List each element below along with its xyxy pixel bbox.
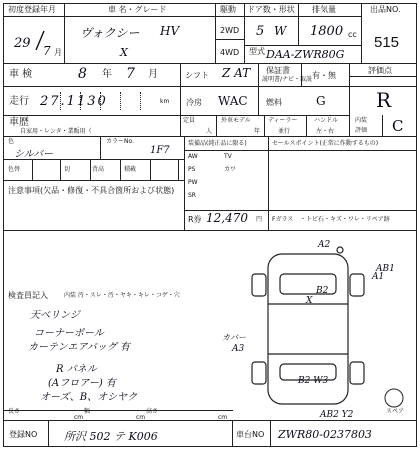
note-line2: コーナーポール — [34, 328, 104, 339]
note-line6: オーズ、B、オシヤク — [40, 392, 138, 403]
model-label: 型式 — [249, 47, 265, 56]
door-label: ドア数・形状 — [247, 5, 295, 14]
hw-shape: W — [274, 24, 287, 38]
first-reg-label: 初度登録年月 — [8, 5, 56, 14]
mark-cover: カバー — [222, 333, 246, 342]
rule — [3, 230, 417, 231]
recycle-unit: 円 — [256, 216, 263, 223]
color-no-label: カラーNo. — [106, 138, 134, 145]
rule — [258, 63, 259, 115]
equipment-title: 装備品(純正品に限る) — [188, 140, 247, 147]
hw-month: 7 — [43, 44, 51, 58]
rule — [184, 150, 417, 151]
rule — [178, 159, 179, 180]
cc-label: cc — [348, 30, 357, 39]
month-unit2: 月 — [148, 69, 158, 80]
hw-doors: 5 — [256, 24, 265, 39]
import-label: 並行 — [278, 128, 291, 135]
warranty-label: 保証書 — [266, 66, 290, 75]
yes-no: 有・無 — [312, 71, 336, 80]
fuel-label: 燃料 — [266, 98, 282, 107]
year-unit-4: 年 — [254, 128, 261, 135]
mark-x: X — [306, 296, 313, 306]
interior-sub: 評価 — [355, 127, 368, 134]
rule — [90, 159, 91, 180]
rule — [64, 3, 65, 63]
score-label: 評価点 — [368, 66, 392, 75]
hw-color: シルバー — [14, 149, 54, 160]
rule — [306, 115, 307, 136]
color-label: 色 — [8, 138, 15, 145]
mileage-label: 走行 — [9, 96, 29, 107]
hw-year: 29 — [14, 36, 31, 51]
exhibit-no: 515 — [374, 34, 400, 51]
rule — [60, 159, 61, 180]
hw-reg-no: 所沢 502 テ K006 — [64, 430, 158, 443]
rule — [270, 420, 271, 447]
equip-sr: SR — [188, 192, 196, 199]
reg-no-label: 登録NO — [9, 430, 38, 439]
inspector-label: 検査員記入 — [8, 291, 48, 300]
note-line4: R パネル — [56, 364, 97, 375]
shift-label: シフト — [185, 71, 209, 80]
drive-label: 駆動 — [220, 5, 236, 14]
rule — [216, 115, 217, 136]
note-line1: 天ベリンジ — [30, 310, 80, 321]
notes-title: 注意事項(欠品・修復・不具合箇所および状態) — [8, 186, 175, 195]
equipment-grid — [188, 153, 264, 209]
cm-2: cm — [136, 414, 146, 421]
hw-displacement: 1800 — [310, 24, 344, 39]
selling-title: セールスポイント(正常に作動するもの) — [272, 140, 379, 147]
mark-b2: B2 — [316, 286, 329, 296]
glass-label: Fガラス — [272, 216, 294, 223]
ac-label: 冷房 — [186, 98, 202, 107]
warranty-sub: 説明書/ナビ・取説 — [262, 76, 313, 83]
equip-tv: TV — [224, 153, 232, 160]
height-label: 高さ — [146, 408, 159, 415]
note-line3: カーテンエアバッグ 有 — [28, 342, 130, 353]
hw-model: DAA-ZWR80G — [266, 48, 345, 61]
rule — [3, 86, 417, 87]
spare-tire-icon — [384, 388, 404, 408]
rule — [244, 3, 245, 63]
cut-label: 切 — [64, 166, 71, 173]
length-label: 長さ — [8, 408, 21, 415]
rule — [180, 115, 181, 136]
mark-b2w3: B2 W3 — [298, 376, 329, 386]
hw-color-no: 1F7 — [150, 145, 170, 156]
car-diagram — [248, 244, 378, 414]
hw-fuel: G — [316, 94, 326, 108]
drive-2wd: 2WD — [220, 26, 240, 35]
hw-interior-grade: C — [392, 117, 404, 135]
rule — [3, 136, 417, 137]
month-unit: 月 — [54, 48, 62, 57]
exterior-label: 外車モデル — [221, 117, 251, 124]
rule — [382, 115, 383, 136]
back-label: 背高 — [92, 166, 105, 173]
hw-mileage: 27.1130 — [40, 94, 108, 109]
equip-aw: AW — [188, 153, 198, 160]
mark-a3: A3 — [232, 344, 245, 354]
mark-a1: A1 — [372, 272, 385, 282]
history-sub: 自家用・レンタ・業販用（ — [20, 128, 92, 135]
rule — [215, 3, 216, 63]
interior-label: 内装 — [355, 117, 368, 124]
history-label: 車歴 — [9, 117, 29, 128]
hw-grade: HV — [160, 24, 180, 38]
year-unit: 年 — [102, 69, 112, 80]
rule — [150, 159, 151, 180]
rule — [361, 3, 362, 63]
rule — [3, 410, 233, 411]
cm-1: cm — [74, 414, 84, 421]
rule — [3, 420, 417, 421]
rule — [244, 45, 361, 46]
mark-a2: A2 — [318, 240, 331, 250]
mileage-unit-km: km — [160, 98, 170, 105]
rule — [120, 159, 121, 180]
rule — [3, 180, 184, 181]
hw-grade2: X — [120, 46, 128, 59]
dealer-label: ディーラー — [268, 117, 298, 124]
rule — [349, 76, 417, 77]
recycle-label: R券 — [188, 215, 202, 224]
cm-3: cm — [218, 414, 228, 421]
hw-score: R — [376, 88, 392, 112]
inspection-label: 車 検 — [9, 69, 33, 80]
equip-ps: PS — [188, 166, 196, 173]
selling-items: ・トビ石・キズ・ワレ・リペア跡 — [300, 216, 390, 223]
spare-label: スペア — [386, 408, 405, 415]
rule — [100, 136, 101, 159]
car-name-label: 車 名・グレード — [108, 5, 167, 14]
displacement-label: 排気量 — [312, 5, 336, 14]
mark-ab2y2: AB2 Y2 — [320, 410, 354, 420]
hw-car-name: ヴォクシー — [80, 26, 140, 40]
rule — [349, 63, 350, 136]
rule — [48, 420, 49, 447]
exhibit-no-label: 出品NO. — [370, 5, 401, 14]
rule — [140, 92, 141, 110]
hw-inspection-month: 8 — [78, 66, 87, 82]
width-label: 幅 — [84, 408, 91, 415]
hw-inspection-month2: 7 — [126, 66, 135, 82]
equip-kawa: カワ — [224, 166, 237, 173]
inspector-items: 内装 汚・スレ・汚・ヤキ・キレ・コゲ・穴 — [64, 292, 180, 299]
rule — [3, 115, 349, 116]
hw-chassis-no: ZWR80-0237803 — [278, 428, 372, 441]
chassis-label: 車台NO — [236, 430, 265, 439]
rule — [298, 3, 299, 45]
color-change-label: 色替 — [8, 166, 21, 173]
note-line5: (Aフロアー) 有 — [48, 378, 116, 389]
hw-shift: Z AT — [222, 66, 251, 80]
drive-4wd: 4WD — [220, 48, 240, 57]
rule — [180, 63, 181, 115]
hw-ac: WAC — [218, 94, 248, 108]
handle-lr: 左・右 — [316, 128, 335, 135]
rule — [120, 92, 121, 110]
equip-pw: PW — [188, 179, 198, 186]
rule — [232, 420, 233, 447]
loading-label: 積載 — [124, 166, 137, 173]
hw-recycle: 12,470 — [206, 211, 248, 225]
rule — [32, 159, 33, 180]
rule — [264, 115, 265, 136]
handle-label: ハンドル — [314, 117, 339, 124]
rule — [215, 39, 245, 40]
rule — [3, 16, 361, 17]
capacity-label: 定員 — [183, 117, 196, 124]
capacity-unit: 人 — [206, 128, 213, 135]
mark-ab1: AB1 — [376, 264, 395, 274]
rule — [3, 63, 417, 64]
